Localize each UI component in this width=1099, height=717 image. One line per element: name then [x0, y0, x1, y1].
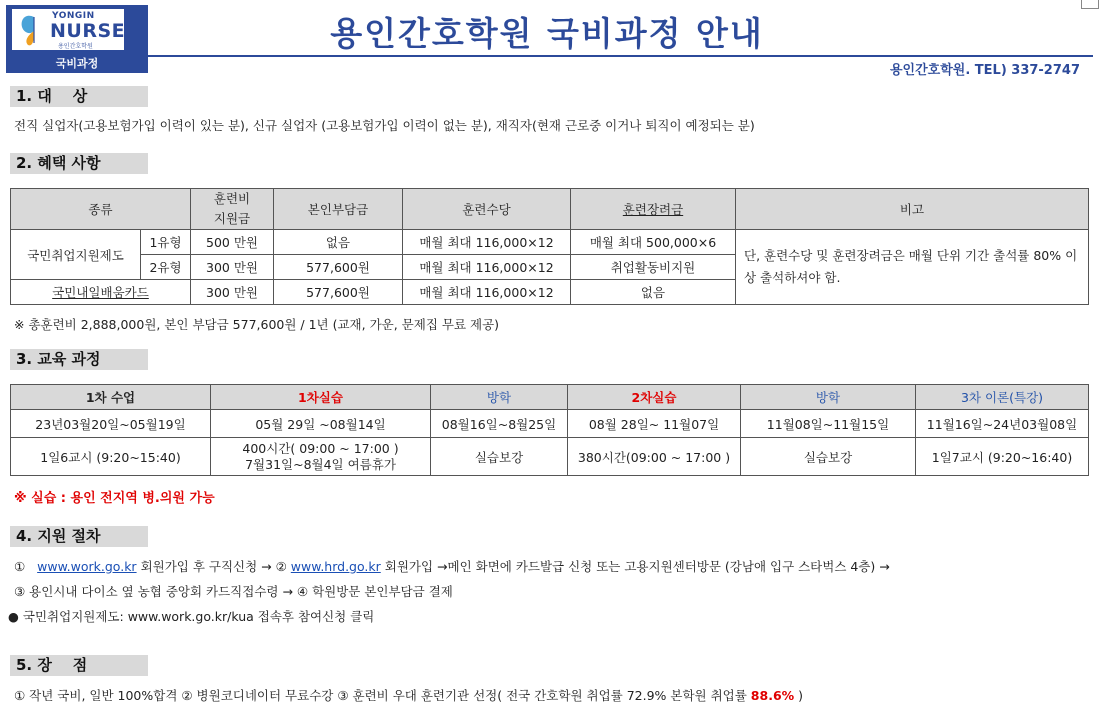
- date-cell: 23년03월20일~05월19일: [11, 410, 211, 438]
- table-row: [11, 410, 1089, 438]
- col-header-phase1: 1차 수업: [11, 385, 211, 410]
- col-header-copay: 본인부담금: [274, 189, 403, 230]
- col-header-break1: 방학: [431, 385, 568, 410]
- advantages-line: [14, 686, 803, 704]
- page-title: 용인간호학원 국비과정 안내: [330, 14, 764, 53]
- allowance-cell: 매월 최대 116,000×12: [403, 255, 571, 280]
- detail-cell: 1일6교시 (9:20~15:40): [11, 438, 211, 476]
- col-header-type: 종류: [11, 189, 191, 230]
- detail-cell: 380시간(09:00 ~ 17:00 ): [568, 438, 741, 476]
- section-header-target: 1. 대 상: [10, 86, 148, 107]
- logo-big-text: NURSE: [50, 20, 126, 42]
- support-cell: 500 만원: [191, 230, 274, 255]
- advantages-close: ): [798, 688, 804, 703]
- detail-hours: 400시간( 09:00 ~ 17:00 ): [242, 440, 399, 456]
- allowance-cell: 매월 최대 116,000×12: [403, 230, 571, 255]
- table-row: [11, 230, 1089, 255]
- benefits-header-row: [11, 189, 1089, 230]
- target-text: 전직 실업자(고용보험가입 이력이 있는 분), 신규 실업자 (고용보험가입 이력이 없는 분), 재직자(현재 근로중 이거나 퇴직이 예정되는 분): [14, 118, 755, 133]
- step-2-text: 회원가입 →메인 화면에 카드발급 신청 또는 고용지원센터방문 (강남애 입구 스타벅스 4층) →: [384, 559, 890, 574]
- program-name: 국민취업지원제도: [11, 230, 141, 280]
- detail-cell: 1일7교시 (9:20~16:40): [916, 438, 1089, 476]
- date-cell: 08월 28일~ 11월07일: [568, 410, 741, 438]
- col-header-incentive: 훈련장려금: [571, 189, 736, 230]
- col-header-note: 비고: [736, 189, 1089, 230]
- type-label: 1유형: [141, 230, 191, 255]
- col-header-support: 훈련비 지원금: [191, 189, 274, 230]
- program-name: 국민내일배움카드: [11, 280, 191, 305]
- employment-rate-highlight: 88.6%: [750, 688, 795, 703]
- hrd-go-kr-link[interactable]: www.hrd.go.kr: [290, 559, 381, 574]
- course-header-row: [11, 385, 1089, 410]
- col-header-practice1: 1차실습: [211, 385, 431, 410]
- note-cell: 단, 훈련수당 및 훈련장려금은 매월 단위 기간 출석률 80% 이상 출석하셔야 함.: [736, 230, 1089, 305]
- section-header-course: 3. 교육 과정: [10, 349, 148, 370]
- date-cell: 11월16일~24년03월08일: [916, 410, 1089, 438]
- benefits-table: [10, 188, 1089, 305]
- work-go-kr-link[interactable]: www.work.go.kr: [37, 559, 137, 574]
- logo-small-text: YONGIN: [52, 11, 95, 21]
- logo-sub-text: 용인간호학원: [58, 43, 93, 50]
- incentive-cell: 없음: [571, 280, 736, 305]
- step-1-text: 회원가입 후 구직신청 → ②: [140, 559, 287, 574]
- col-header-break2: 방학: [741, 385, 916, 410]
- bullet-icon: ●: [8, 609, 19, 624]
- category-label: 국비과정: [6, 55, 148, 73]
- allowance-cell: 매월 최대 116,000×12: [403, 280, 571, 305]
- practice-note: ※ 실습 : 용인 전지역 병.의원 가능: [14, 491, 215, 506]
- advantages-text: ① 작년 국비, 일반 100%합격 ② 병원코디네이터 무료수강 ③ 훈련비 우대 훈련기관 선정( 전국 간호학원 취업률 72.9% 본학원 취업률: [14, 688, 747, 703]
- table-row: [11, 438, 1089, 476]
- copay-cell: 없음: [274, 230, 403, 255]
- date-cell: 05월 29일 ~08월14일: [211, 410, 431, 438]
- procedure-line-1: [14, 557, 890, 575]
- incentive-cell: 매월 최대 500,000×6: [571, 230, 736, 255]
- procedure-line-2: ③ 용인시내 다이소 옆 농협 중앙회 카드직접수령 → ④ 학원방문 본인부담금 결제: [14, 584, 453, 599]
- col-header-phase3: 3차 이론(특강): [916, 385, 1089, 410]
- detail-cell: [211, 438, 431, 476]
- date-cell: 11월08일~11월15일: [741, 410, 916, 438]
- support-cell: 300 만원: [191, 280, 274, 305]
- copay-cell: 577,600원: [274, 280, 403, 305]
- course-table: [10, 384, 1089, 476]
- section-header-procedure: 4. 지원 절차: [10, 526, 148, 547]
- col-header-practice2: 2차실습: [568, 385, 741, 410]
- step-1-marker: ①: [14, 559, 26, 574]
- type-label: 2유형: [141, 255, 191, 280]
- incentive-cell: 취업활동비지원: [571, 255, 736, 280]
- detail-vacation: 7월31일~8월4일 여름휴가: [245, 456, 396, 472]
- title-divider: [148, 55, 1093, 57]
- section-header-benefits: 2. 혜택 사항: [10, 153, 148, 174]
- detail-cell: 실습보강: [431, 438, 568, 476]
- procedure-line-3-text: 국민취업지원제도: www.work.go.kr/kua 접속후 참여신청 클릭: [22, 609, 375, 624]
- procedure-line-3: [8, 607, 374, 625]
- butterfly-logo-icon: [18, 13, 50, 47]
- detail-cell: 실습보강: [741, 438, 916, 476]
- support-cell: 300 만원: [191, 255, 274, 280]
- contact-info: 용인간호학원. TEL) 337-2747: [889, 63, 1080, 78]
- col-header-allowance: 훈련수당: [403, 189, 571, 230]
- section-header-advantages: 5. 장 점: [10, 655, 148, 676]
- corner-mark: [1081, 0, 1099, 9]
- copay-cell: 577,600원: [274, 255, 403, 280]
- benefits-footnote: ※ 총훈련비 2,888,000원, 본인 부담금 577,600원 / 1년 (교재, 가운, 문제집 무료 제공): [14, 317, 500, 332]
- date-cell: 08월16일~8월25일: [431, 410, 568, 438]
